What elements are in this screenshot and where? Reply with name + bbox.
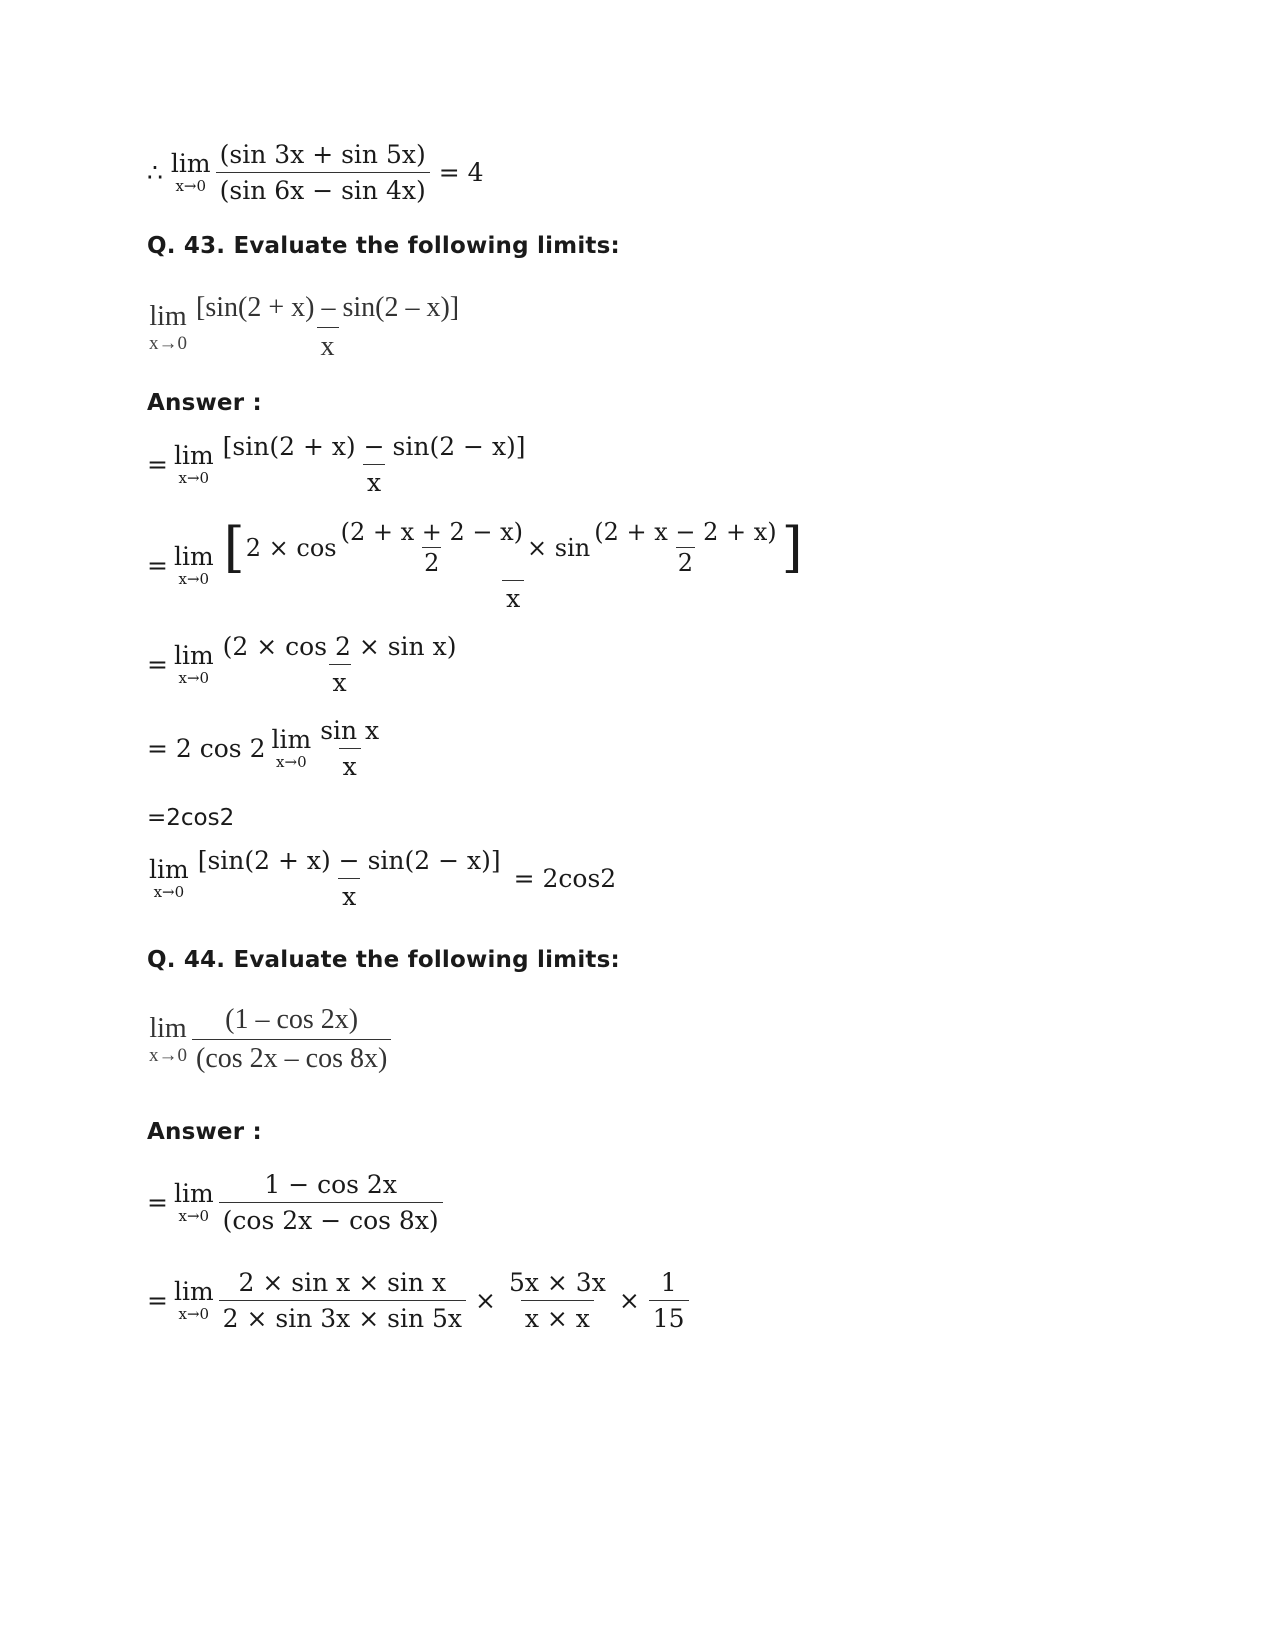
therefore-symbol: ∴ (147, 158, 163, 187)
fraction: $\frac{5x \times 3x}{x \times x}$ (508, 1268, 606, 1333)
limit-operator: lim x→0 (173, 441, 214, 487)
fraction: $\frac{(1 - \cos 2x)}{(\cos 2x - \cos 8x)}$ (192, 1004, 391, 1075)
limit-operator: lim x→0 (173, 1179, 214, 1225)
plain-result: =2cos2 (147, 805, 235, 831)
fraction: $\frac{(\sin 3x + \sin 5x)}{(\sin 6x - \sin 4x)}$ (216, 140, 430, 205)
fraction: $\frac{\text{(2 × cos 2 × sin x)}}{x}$ (222, 632, 457, 697)
fraction: $\frac{1 - \cos 2x}{(\cos 2x - \cos 8x)}$ (219, 1170, 443, 1235)
solution-step: = lim x→0 $\frac{\text{2 × sin x × sin x}}{2 \times \sin 3x \times \sin 5x}$ × $\frac{5x \times 3x}{x \times x}$ × $\frac{1}{15}$ (147, 1268, 692, 1333)
solution-step: = lim x→0 $\frac{1 - \cos 2x}{(\cos 2x - \cos 8x)}$ (147, 1170, 446, 1235)
question-44-heading: Q. 44. Evaluate the following limits: (147, 947, 620, 973)
solution-step: = lim x→0 [ 2 × cos $\frac{(2 + x + 2 - x)}{2}$ × sin $\frac{(2 + x - 2 + x)}{2}$ ] x (147, 518, 811, 613)
fraction: $\frac{\text{sin x}}{x}$ (320, 716, 380, 781)
limit-operator: lim x→0 (149, 1012, 187, 1066)
limit-operator: lim x→0 (173, 641, 214, 687)
limit-operator: lim x→0 (149, 300, 187, 354)
fraction: $\frac{(2 + x + 2 - x)}{2}$ (340, 518, 524, 577)
limit-operator: lim x→0 (271, 725, 312, 771)
fraction: $\frac{[\sin(2 + x) - \sin(2 - x)]}{x}$ (222, 432, 526, 497)
fraction: $\frac{[\sin(2 + x) - \sin(2 - x)]}{x}$ (196, 292, 460, 362)
fraction: $\frac{(2 + x - 2 + x)}{2}$ (594, 518, 777, 577)
solution-step: = lim x→0 $\frac{[\sin(2 + x) - \sin(2 - x)]}{x}$ (147, 432, 533, 497)
equation-rhs: = 4 (438, 158, 484, 187)
question-43-expression (147, 292, 466, 363)
fraction: $\frac{[\sin(2 + x) - \sin(2 - x)]}{x}$ (197, 846, 501, 911)
question-43-heading: Q. 43. Evaluate the following limits: (147, 233, 620, 259)
fraction: $\frac{\text{2 × sin x × sin x}}{2 \times \sin 3x \times \sin 5x}$ (219, 1268, 466, 1333)
solution-step: = 2 cos 2 lim x→0 $\frac{\text{sin x}}{x}$ (147, 716, 386, 781)
fraction: [ 2 × cos $\frac{(2 + x + 2 - x)}{2}$ × sin $\frac{(2 + x - 2 + x)}{2}$ ] x (223, 515, 803, 613)
final-result: lim x→0 $\frac{[\sin(2 + x) - \sin(2 - x)]}{x}$ = 2cos2 (149, 846, 617, 911)
answer-label: Answer : (147, 1119, 262, 1145)
solution-step: = lim x→0 $\frac{\text{(2 × cos 2 × sin x)}}{x}$ (147, 632, 463, 697)
limit-operator: lim x→0 (170, 149, 211, 195)
question-44-expression (147, 1004, 394, 1075)
intro-equation (147, 140, 490, 205)
limit-operator: lim x→0 (173, 542, 214, 588)
limit-operator: lim x→0 (149, 855, 189, 901)
fraction: $\frac{1}{15}$ (649, 1268, 689, 1333)
limit-operator: lim x→0 (173, 1277, 214, 1323)
answer-label: Answer : (147, 390, 262, 416)
